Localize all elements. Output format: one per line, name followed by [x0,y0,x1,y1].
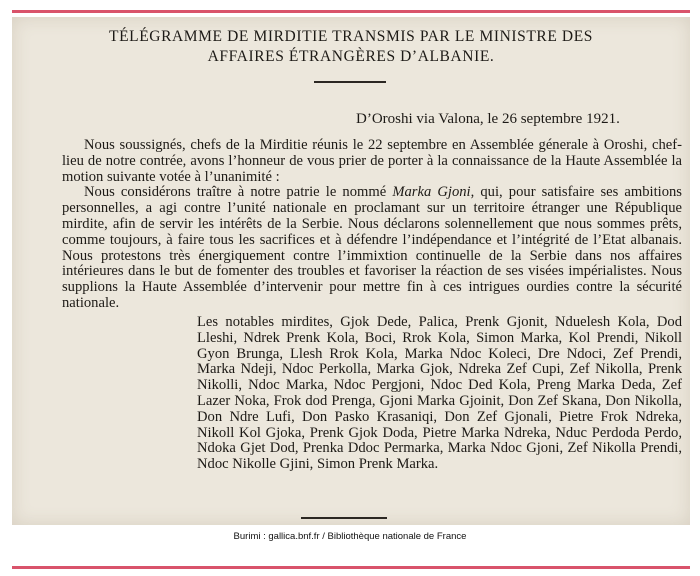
paragraph-1: Nous soussignés, chefs de la Mirditie réunis le 22 septembre en Assemblée génerale à Oroshi, chef-lieu de notre contrée, avons l’honneur de vous prier de porter à la connaissance de la Haute Assemblée la motion suivante votée à l’unanimité : [62,137,682,185]
traitor-name: Marka Gjoni [392,184,471,201]
paragraph-2-rest: , qui, pour satisfaire ses ambitions personnelles, a agi contre l’unité nationale en proclamant sur un territoire étranger une République mirdite, afin de servir les intérêts de la Serbie. Nous déclarons solennellement que nous sommes prêts, comme toujours, à faire tous les sacrifices et à défendre l’indépendance et l’intégrité de l’Etat albanais. Nous protestons très énergiquement contre l’immixtion continuelle de la Serbie dans nos affaires intérieures dans le but de fomenter des troubles et favoriser la réaction de ses visées impérialistes. Nous supplions la Haute Assemblée d’intervenir pour mettre fin à ces intrigues ourdies contre la sécurité nationale. [62,184,682,311]
dateline: D’Oroshi via Valona, le 26 septembre 1921. [356,111,620,127]
document-title [12,27,690,67]
end-divider [301,517,387,519]
title-line-1: TÉLÉGRAMME DE MIRDITIE TRANSMIS PAR LE MINISTRE DES [109,28,593,45]
signatories-text: Les notables mirdites, Gjok Dede, Palica, Prenk Gjonit, Nduelesh Kola, Dod Lleshi, Ndrek Prenk Kola, Boci, Rrok Kola, Simon Marka, Kol Prendi, Nikoll Gyon Brunga, Llesh Rrok Kola, Marka Ndoc Koleci, Dre Ndoci, Zef Prendi, Marka Ndeji, Ndoc Perkolla, Marka Gjok, Ndreka Zef Cupi, Zef Nikolla, Prenk Nikolli, Ndoc Marka, Ndoc Pergjoni, Ndoc Ded Kola, Preng Marka Deda, Zef Lazer Noka, Frok dod Prenga, Gjoni Marka Gjoinit, Don Zef Skana, Don Nikolla, Don Ndre Lufi, Don Pasko Krasaniqi, Don Zef Gjonali, Pietre Frok Ndreka, Nikoll Kol Gjoka, Prenk Gjok Doda, Pietre Marka Ndreka, Nduc Perdoda Perdo, Ndoka Gjet Dod, Prenka Ddoc Permarka, Marka Ndoc Gjoni, Zef Nikolla Prendi, Ndoc Nikolle Gjini, Simon Prenk Marka. [197,314,682,473]
signatories-block [197,315,682,473]
title-line-2: AFFAIRES ÉTRANGÈRES D’ALBANIE. [207,48,495,65]
document-body [62,138,682,312]
scanned-document [12,17,690,525]
title-divider [314,81,386,83]
source-caption: Burimi : gallica.bnf.fr / Bibliothèque nationale de France [233,531,467,542]
bottom-accent-rule [12,566,690,569]
paragraph-2-start: Nous considérons traître à notre patrie le nommé [84,184,393,201]
top-accent-rule [12,10,690,13]
paragraph-2 [62,185,682,311]
